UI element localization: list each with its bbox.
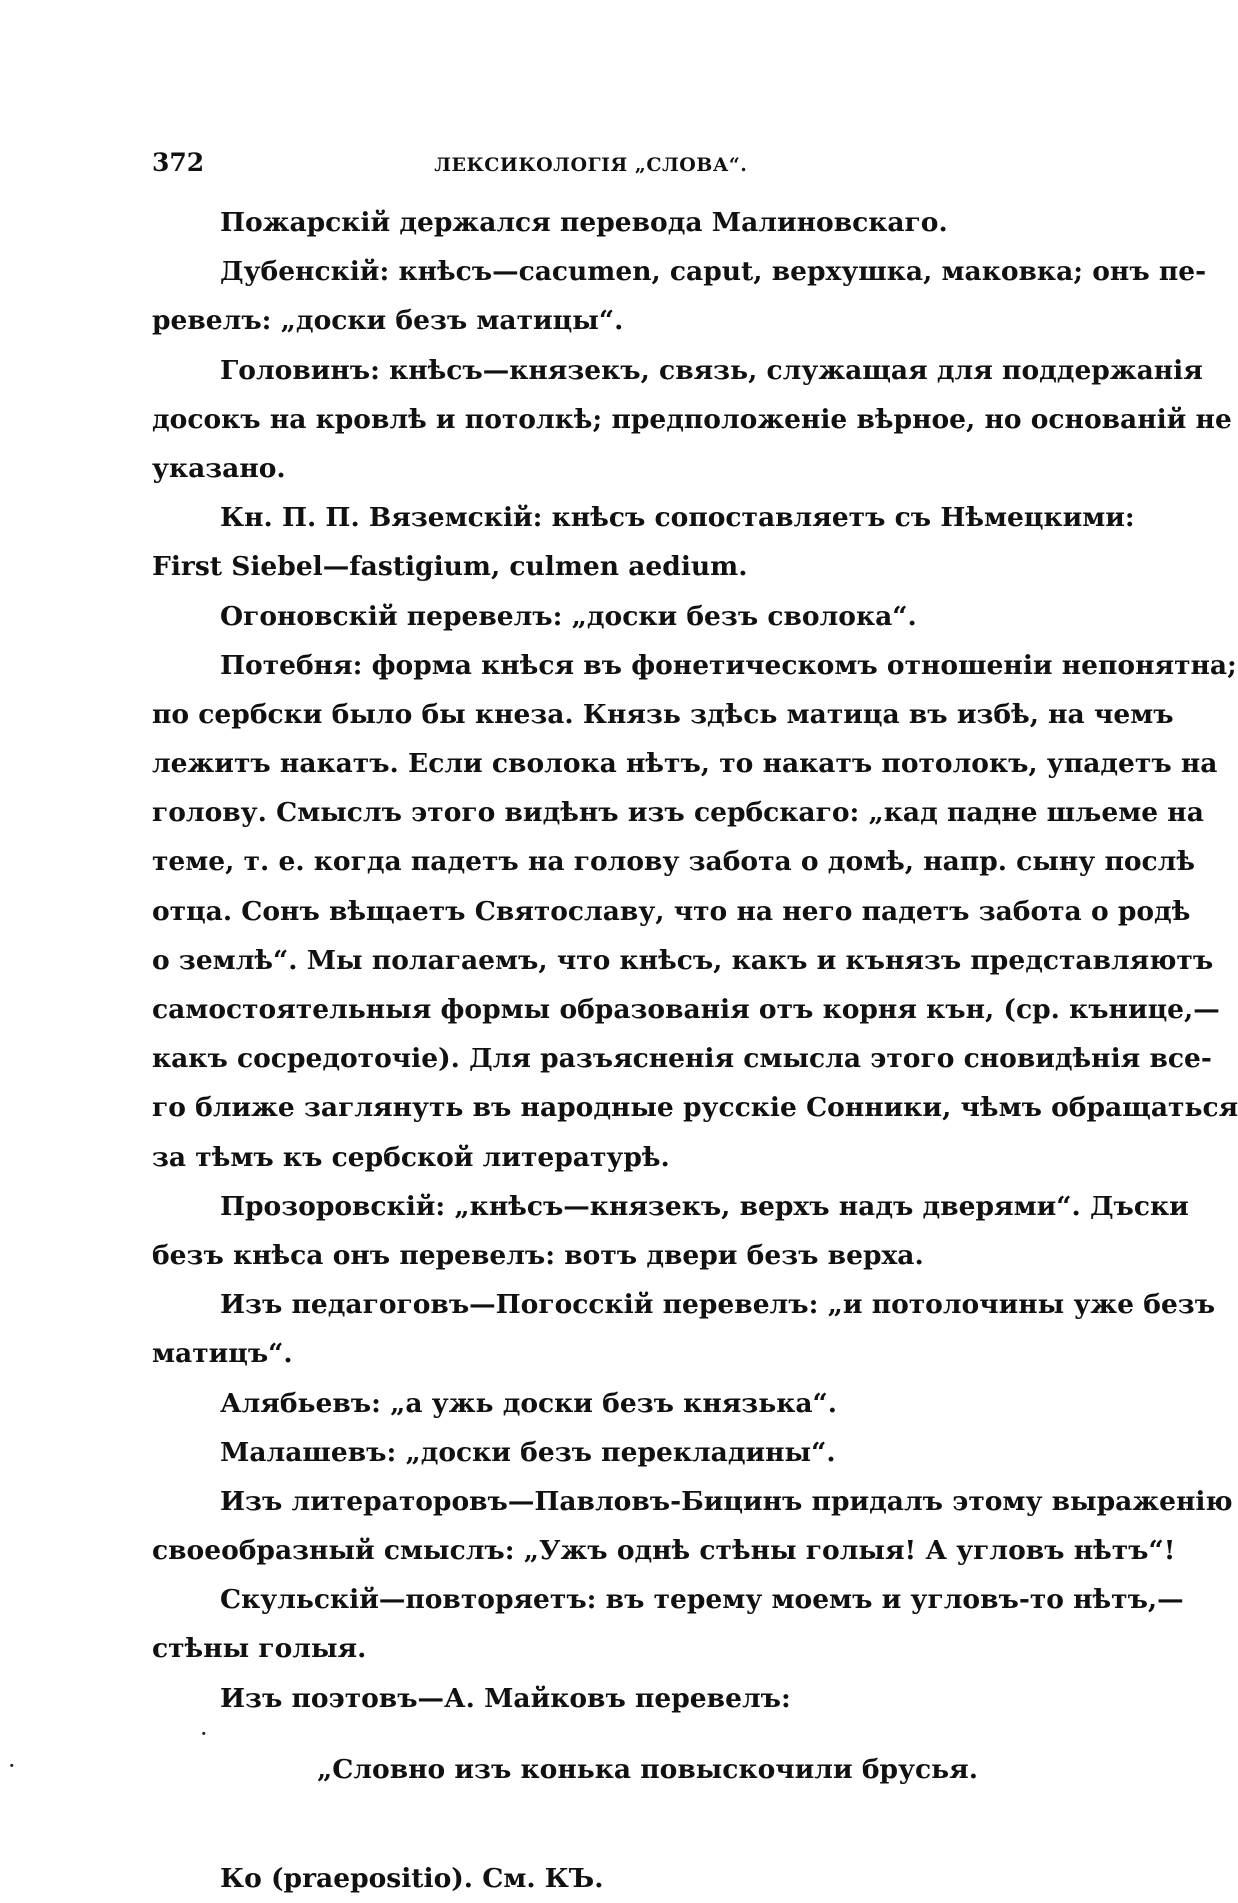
- text-line: теме, т. е. когда падетъ на голову забота о домѣ, напр. сыну послѣ: [152, 846, 1195, 878]
- text-line: Скульскій—повторяетъ: въ терему моемъ и угловъ-то нѣтъ,—: [220, 1584, 1184, 1616]
- text-line: Пожарскій держался перевода Малиновскаго.: [220, 207, 948, 238]
- text-line: го ближе заглянуть въ народные русскіе Сонники, чѣмъ обращаться: [152, 1092, 1238, 1124]
- text-line: Огоновскій перевелъ: „доски безъ сволока“.: [220, 600, 917, 632]
- text-line: Дубенскій: кнѣсъ—cacumen, caput, верхушка, маковка; онъ пе-: [220, 256, 1207, 288]
- text-line: Кн. П. П. Вяземскій: кнѣсъ сопоставляетъ съ Нѣмецкими:: [220, 502, 1135, 534]
- text-line: Алябьевъ: „а ужь доски безъ князька“.: [220, 1387, 837, 1419]
- page-body: [152, 198, 1238, 1903]
- text-line: отца. Сонъ вѣщаетъ Святославу, что на него падетъ забота о родѣ: [152, 895, 1191, 927]
- verse-quote: „Словно изъ конька повыскочили брусья.: [317, 1753, 978, 1785]
- text-line: ревелъ: „доски безъ матицы“.: [152, 305, 624, 337]
- text-line: досокъ на кровлѣ и потолкѣ; предположеніе вѣрное, но основаній не: [152, 403, 1232, 435]
- text-line: безъ кнѣса онъ перевелъ: вотъ двери безъ верха.: [152, 1239, 924, 1271]
- running-title: ЛЕКСИКОЛОГІЯ „СЛОВА“.: [434, 154, 748, 176]
- text-line: стѣны голыя.: [152, 1633, 367, 1665]
- text-line: своеобразный смыслъ: „Ужъ однѣ стѣны голыя! А угловъ нѣтъ“!: [152, 1535, 1176, 1567]
- text-line: Изъ литераторовъ—Павловъ-Бицинъ придалъ этому выраженію: [220, 1485, 1233, 1517]
- text-line: Изъ педагоговъ—Погосскій перевелъ: „и потолочины уже безъ: [220, 1289, 1216, 1321]
- text-line: матицъ“.: [152, 1338, 293, 1370]
- stray-mark: ·: [8, 1752, 16, 1780]
- text-line: голову. Смыслъ этого видѣнъ изъ сербскаго: „кад падне шљеме на: [152, 797, 1204, 829]
- text-line: Малашевъ: „доски безъ перекладины“.: [220, 1436, 836, 1468]
- text-line: Головинъ: кнѣсъ—князекъ, связь, служащая для поддержанія: [220, 354, 1203, 386]
- entry-line: Ко (praepositio). См. КЪ.: [220, 1863, 604, 1894]
- text-line: указано.: [152, 452, 286, 484]
- text-line: лежитъ накатъ. Если сволока нѣтъ, то накатъ потолокъ, упадетъ на: [152, 748, 1218, 780]
- text-line: самостоятельныя формы образованія отъ корня кън, (ср. кънице,—: [152, 994, 1220, 1025]
- stray-mark: ·: [200, 1720, 208, 1748]
- text-line: за тѣмъ къ сербской литературѣ.: [152, 1141, 670, 1173]
- text-line: какъ сосредоточіе). Для разъясненія смысла этого сновидѣнія все-: [152, 1043, 1212, 1075]
- text-line: Потебня: форма кнѣся въ фонетическомъ отношеніи непонятна;: [220, 649, 1237, 681]
- text-line: First Siebel—fastigium, culmen aedium.: [152, 551, 748, 583]
- text-line: Изъ поэтовъ—А. Майковъ перевелъ:: [220, 1682, 791, 1714]
- text-line: по сербски было бы кнеза. Князь здѣсь матица въ избѣ, на чемъ: [152, 698, 1174, 730]
- page-number: 372: [152, 148, 205, 177]
- page-header: [152, 148, 962, 177]
- text-line: Прозоровскій: „кнѣсъ—князекъ, верхъ надъ дверями“. Дъски: [220, 1190, 1189, 1222]
- text-line: о землѣ“. Мы полагаемъ, что кнѣсъ, какъ и кънязъ представляютъ: [152, 944, 1214, 976]
